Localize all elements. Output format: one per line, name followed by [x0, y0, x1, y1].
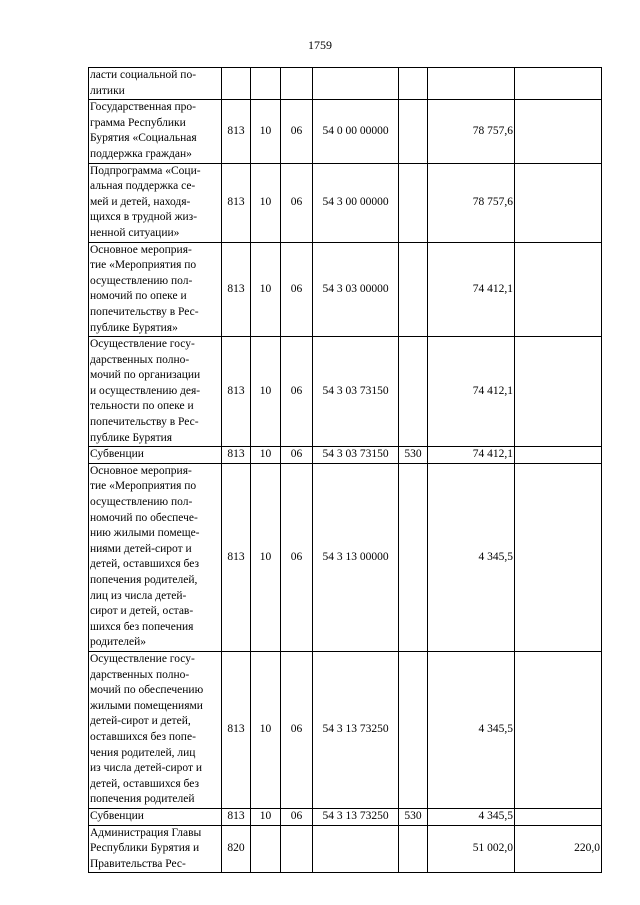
subsection-code-cell: 06 — [281, 463, 313, 651]
ministry-code-cell: 813 — [222, 163, 251, 242]
target-article-cell: 54 0 00 00000 — [313, 100, 399, 163]
ministry-code-cell: 813 — [222, 242, 251, 337]
ministry-code-cell: 813 — [222, 337, 251, 447]
item-name-line: из числа детей-сирот и — [90, 762, 203, 775]
item-name-line: чения родителей, лиц — [90, 746, 196, 759]
subsection-code-cell: 06 — [281, 100, 313, 163]
target-article-cell: 54 3 03 73150 — [313, 337, 399, 447]
item-name-line: Правительства Рес- — [90, 857, 186, 870]
ministry-code-cell: 813 — [222, 651, 251, 808]
item-name-cell — [89, 651, 222, 808]
subsection-code-cell: 06 — [281, 808, 313, 825]
ministry-code-cell — [222, 68, 251, 100]
ministry-code-cell: 813 — [222, 808, 251, 825]
expense-type-cell: 530 — [399, 808, 428, 825]
subsection-code-cell: 06 — [281, 163, 313, 242]
target-article-cell — [313, 825, 399, 873]
table-row — [89, 447, 602, 464]
amount-cell: 4 345,5 — [428, 651, 515, 808]
table-row — [89, 163, 602, 242]
item-name-line: попечительству в Рес- — [90, 416, 199, 429]
item-name-line: Подпрограмма «Соци- — [90, 164, 201, 177]
amount-extra-cell — [515, 68, 602, 100]
item-name-line: оставшихся без попе- — [90, 730, 196, 743]
item-name-line: дарственных полно- — [90, 353, 190, 366]
item-name-line: мей и детей, находя- — [90, 195, 191, 208]
section-code-cell — [251, 825, 281, 873]
item-name-line: родителей» — [90, 636, 147, 649]
section-code-cell: 10 — [251, 447, 281, 464]
expense-type-cell — [399, 100, 428, 163]
target-article-cell: 54 3 03 00000 — [313, 242, 399, 337]
subsection-code-cell: 06 — [281, 447, 313, 464]
expense-type-cell: 530 — [399, 447, 428, 464]
item-name-cell — [89, 808, 222, 825]
expense-type-cell — [399, 825, 428, 873]
item-name-line: Субвенции — [90, 809, 144, 822]
item-name-line: жилыми помещениями — [90, 699, 203, 712]
item-name-line: попечительству в Рес- — [90, 305, 199, 318]
item-name-line: Основное мероприя- — [90, 464, 192, 477]
item-name-line: Осуществление госу- — [90, 652, 195, 665]
item-name-line: тие «Мероприятия по — [90, 480, 197, 493]
table-body — [89, 68, 602, 873]
section-code-cell: 10 — [251, 651, 281, 808]
item-name-line: ласти социальной по- — [90, 69, 197, 81]
expense-type-cell — [399, 163, 428, 242]
table-row — [89, 337, 602, 447]
item-name-line: литики — [90, 84, 125, 97]
target-article-cell: 54 3 00 00000 — [313, 163, 399, 242]
expense-type-cell — [399, 68, 428, 100]
item-name-line: публике Бурятия» — [90, 321, 178, 334]
item-name-line: осуществлению пол- — [90, 274, 193, 287]
item-name-line: публике Бурятия — [90, 431, 173, 444]
section-code-cell: 10 — [251, 163, 281, 242]
item-name-line: тельности по опеке и — [90, 400, 194, 413]
item-name-line: осуществлению пол- — [90, 496, 193, 509]
table-row — [89, 68, 602, 100]
item-name-line: номочий по обеспече- — [90, 511, 198, 524]
item-name-cell — [89, 447, 222, 464]
table-row — [89, 463, 602, 651]
amount-cell: 51 002,0 — [428, 825, 515, 873]
table-row — [89, 825, 602, 873]
table-row — [89, 100, 602, 163]
item-name-cell — [89, 242, 222, 337]
expense-type-cell — [399, 463, 428, 651]
table-row — [89, 808, 602, 825]
item-name-line: мочий по организации — [90, 369, 201, 382]
item-name-line: Республики Бурятия и — [90, 842, 200, 855]
item-name-line: грамма Республики — [90, 116, 186, 129]
section-code-cell: 10 — [251, 808, 281, 825]
target-article-cell: 54 3 13 00000 — [313, 463, 399, 651]
item-name-cell — [89, 337, 222, 447]
section-code-cell: 10 — [251, 100, 281, 163]
amount-cell: 74 412,1 — [428, 242, 515, 337]
item-name-cell — [89, 100, 222, 163]
amount-cell: 4 345,5 — [428, 808, 515, 825]
item-name-line: детей-сирот и детей, — [90, 715, 191, 728]
target-article-cell: 54 3 03 73150 — [313, 447, 399, 464]
ministry-code-cell: 813 — [222, 463, 251, 651]
amount-cell: 74 412,1 — [428, 337, 515, 447]
item-name-line: щихся в трудной жиз- — [90, 211, 198, 224]
ministry-code-cell: 820 — [222, 825, 251, 873]
item-name-line: лиц из числа детей- — [90, 589, 187, 602]
item-name-line: Основное мероприя- — [90, 243, 192, 256]
section-code-cell — [251, 68, 281, 100]
item-name-line: альная поддержка се- — [90, 180, 196, 193]
budget-table — [88, 67, 602, 873]
table-row — [89, 651, 602, 808]
page-number: 1759 — [308, 38, 332, 52]
item-name-cell — [89, 463, 222, 651]
item-name-line: нию жилыми помеще- — [90, 527, 200, 540]
item-name-line: поддержка граждан» — [90, 147, 192, 160]
amount-cell: 74 412,1 — [428, 447, 515, 464]
target-article-cell: 54 3 13 73250 — [313, 808, 399, 825]
ministry-code-cell: 813 — [222, 447, 251, 464]
item-name-line: детей, оставшихся без — [90, 558, 200, 571]
subsection-code-cell: 06 — [281, 651, 313, 808]
amount-cell: 4 345,5 — [428, 463, 515, 651]
amount-extra-cell — [515, 447, 602, 464]
expense-type-cell — [399, 242, 428, 337]
item-name-line: номочий по опеке и — [90, 290, 187, 303]
subsection-code-cell — [281, 68, 313, 100]
section-code-cell: 10 — [251, 337, 281, 447]
amount-extra-cell — [515, 337, 602, 447]
amount-cell: 78 757,6 — [428, 163, 515, 242]
ministry-code-cell: 813 — [222, 100, 251, 163]
subsection-code-cell: 06 — [281, 242, 313, 337]
amount-extra-cell — [515, 808, 602, 825]
subsection-code-cell — [281, 825, 313, 873]
item-name-line: попечения родителей, — [90, 574, 198, 586]
item-name-line: Осуществление госу- — [90, 338, 195, 351]
amount-extra-cell — [515, 100, 602, 163]
item-name-line: попечения родителей — [90, 793, 195, 806]
item-name-line: ненной ситуации» — [90, 226, 180, 239]
item-name-line: Администрация Главы — [90, 826, 202, 839]
subsection-code-cell: 06 — [281, 337, 313, 447]
item-name-cell — [89, 68, 222, 100]
item-name-cell — [89, 825, 222, 873]
section-code-cell: 10 — [251, 242, 281, 337]
table-row — [89, 242, 602, 337]
amount-cell — [428, 68, 515, 100]
amount-cell: 78 757,6 — [428, 100, 515, 163]
item-name-line: шихся без попечения — [90, 620, 194, 633]
target-article-cell — [313, 68, 399, 100]
amount-extra-cell: 220,0 — [515, 825, 602, 873]
amount-extra-cell — [515, 163, 602, 242]
item-name-line: Государственная про- — [90, 101, 197, 114]
section-code-cell: 10 — [251, 463, 281, 651]
amount-extra-cell — [515, 242, 602, 337]
item-name-line: Бурятия «Социальная — [90, 132, 197, 145]
amount-extra-cell — [515, 651, 602, 808]
item-name-line: сирот и детей, остав- — [90, 605, 194, 618]
item-name-line: дарственных полно- — [90, 668, 190, 681]
amount-extra-cell — [515, 463, 602, 651]
item-name-line: детей, оставшихся без — [90, 777, 200, 790]
target-article-cell: 54 3 13 73250 — [313, 651, 399, 808]
item-name-line: мочий по обеспечению — [90, 684, 204, 697]
expense-type-cell — [399, 337, 428, 447]
item-name-cell — [89, 163, 222, 242]
item-name-line: тие «Мероприятия по — [90, 259, 197, 272]
item-name-line: ниями детей-сирот и — [90, 542, 192, 555]
expense-type-cell — [399, 651, 428, 808]
item-name-line: и осуществлению дея- — [90, 384, 201, 397]
item-name-line: Субвенции — [90, 448, 144, 461]
